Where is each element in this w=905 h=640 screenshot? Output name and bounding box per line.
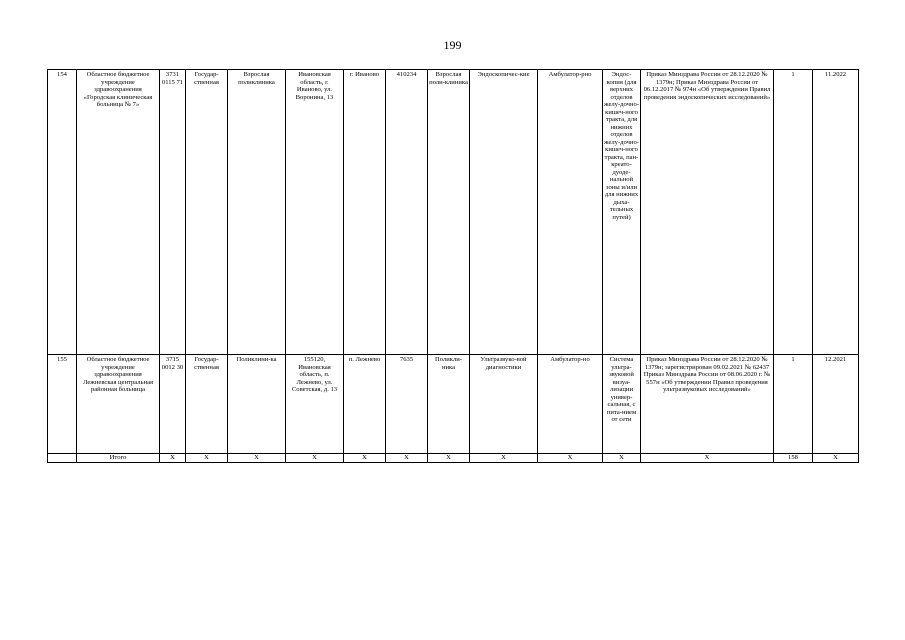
order-cell: Приказ Минздрава России от 28.12.2020 № 1379н; Приказ Минздрава России от 06.12.2017 № 974н «Об утверждении Правил проведения эндоскопических исследований» [641,70,774,355]
row-number-cell: 154 [48,70,77,355]
population-cell: 7635 [386,355,428,454]
row-number-cell: 155 [48,355,77,454]
total-x-cell: X [470,454,538,463]
total-x-cell: X [228,454,286,463]
total-x-cell: X [641,454,774,463]
ownership-cell: Государ-ственная [186,70,228,355]
table-row [48,355,859,454]
total-x-cell: X [160,454,186,463]
total-x-cell: X [538,454,603,463]
total-x-cell: X [386,454,428,463]
order-cell: Приказ Минздрава России от 28.12.2020 № 1379н; зарегистрирован 09.02.2021 № 62437 Приказ Минздрава России от 08.06.2020 г. № 557н «Об утверждении Правил проведения ультразвуковых исследований» [641,355,774,454]
population-cell: 410234 [386,70,428,355]
date-cell: 12.2021 [813,355,859,454]
locality-cell: п. Лежнево [344,355,386,454]
code-cell: 3715 0012 30 [160,355,186,454]
unit-cell: Поликлини-ка [228,355,286,454]
ownership-cell: Государ-ственная [186,355,228,454]
profile-cell: Эндоскопичес-кие [470,70,538,355]
care-type-cell: Амбулатор-но [538,355,603,454]
organization-cell: Областное бюджетное учреждение здравоохранения «Городская клиническая больница № 7» [77,70,160,355]
equipment-kind-cell: Система ультра-звуковой визуа-лизации универ-сальная, с пита-нием от сети [603,355,641,454]
equipment-kind-cell: Эндос-копия (для верхних отделов желу-дочно-кишеч-ного тракта, для нижних отделов желу-дочно-кишеч-ного тракта, пан-креато-дуоде-нальной зоны и/или для нижних дыха-тельных путей) [603,70,641,355]
total-x-cell: X [813,454,859,463]
total-x-cell: X [428,454,470,463]
total-quantity-cell: 158 [774,454,813,463]
total-empty-cell [48,454,77,463]
organization-cell: Областное бюджетное учреждение здравоохранения Лежневская центральная районная больница [77,355,160,454]
care-type-cell: Амбулатор-рно [538,70,603,355]
total-x-cell: X [286,454,344,463]
total-x-cell: X [603,454,641,463]
page-number: 199 [443,38,462,52]
profile-cell: Ультразвуко-вой диагностики [470,355,538,454]
total-x-cell: X [344,454,386,463]
equipment-table [47,69,859,463]
department-cell: Взрослая поли-клиника [428,70,470,355]
total-x-cell: X [186,454,228,463]
total-label-cell: Итого [77,454,160,463]
table-row [48,70,859,355]
quantity-cell: 1 [774,355,813,454]
code-cell: 3731 0115 71 [160,70,186,355]
date-cell: 11.2022 [813,70,859,355]
unit-cell: Взрослая поликлиника [228,70,286,355]
locality-cell: г. Иваново [344,70,386,355]
address-cell: Ивановская область, г. Иваново, ул. Воронина, 13 [286,70,344,355]
department-cell: Поликли-ника [428,355,470,454]
total-row [48,454,859,463]
address-cell: 155120, Ивановская область, п. Лежнево, ул. Советская, д. 13 [286,355,344,454]
quantity-cell: 1 [774,70,813,355]
